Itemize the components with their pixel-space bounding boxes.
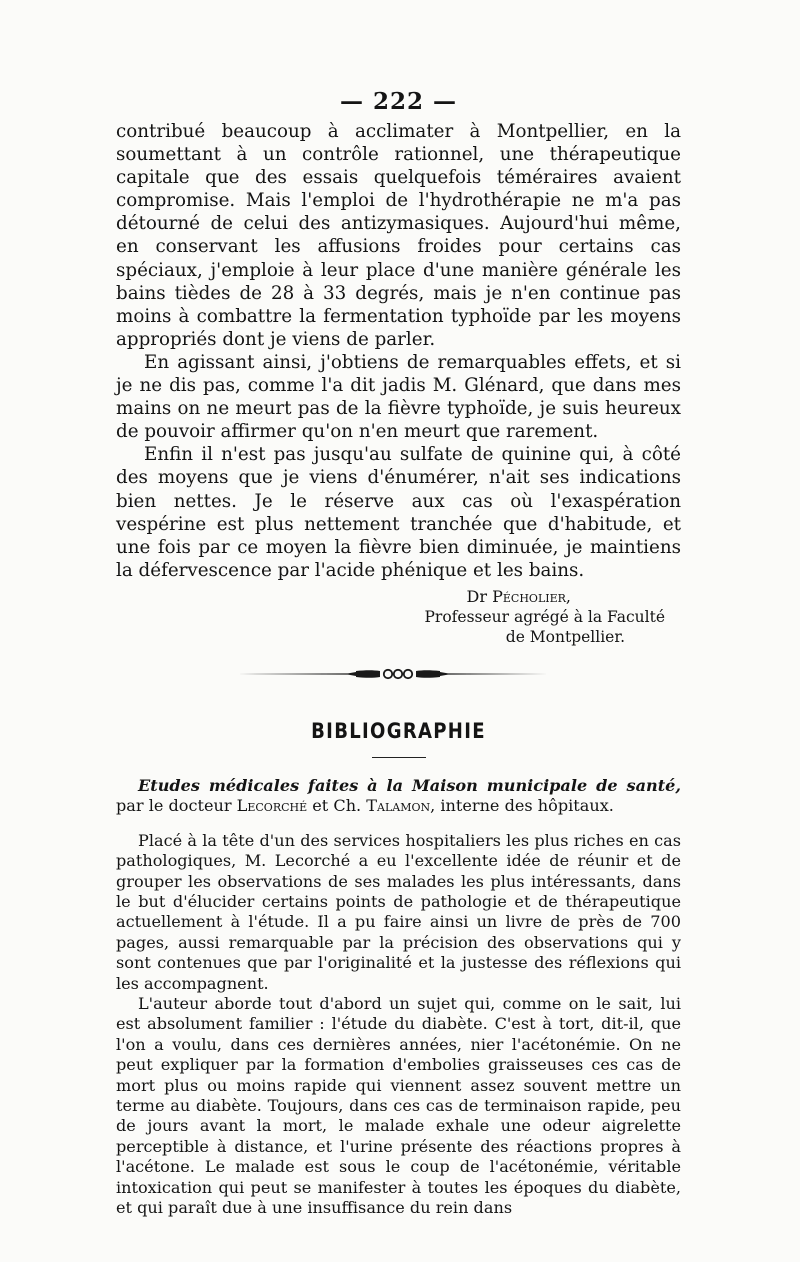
review-citation	[116, 776, 681, 817]
citation-by: par le docteur	[116, 796, 237, 816]
article-paragraph-3: Enfin il n'est pas jusqu'au sulfate de quinine qui, à côté des moyens que je viens d'énumérer, n'ait ses indications bien nettes. Je le réserve aux cas où l'exaspération vespérine est plus nettement tranchée que d'habitude, et une fois par ce moyen la fièvre bien diminuée, je maintiens la défervescence par l'acide phénique et les bains.	[116, 444, 681, 581]
bibliography-heading: BIBLIOGRAPHIE	[311, 718, 486, 743]
citation-author-2: Talamon	[366, 796, 431, 816]
article-paragraph-1: contribué beaucoup à acclimater à Montpellier, en la soumettant à un contrôle rationnel, une thérapeutique capitale que des essais quelquefois téméraires avaient compromise. Mais l'emploi de l'hydrothérapie ne m'a pas détourné de celui des antizymasiques. Aujourd'hui même, en conservant les affusions froides pour certains cas spéciaux, j'emploie à leur place d'une manière générale les bains tièdes de 28 à 33 degrés, mais je n'en continue pas moins à combattre la fermentation typhoïde par les moyens appropriés dont je viens de parler.	[116, 121, 681, 350]
document-page	[116, 84, 681, 1218]
citation-rest: , interne des hôpitaux.	[430, 796, 614, 816]
citation-and: et Ch.	[307, 796, 367, 816]
citation-author-1: Lecorché	[236, 796, 308, 816]
review-paragraph-2: L'auteur aborde tout d'abord un sujet qui, comme on le sait, lui est absolument familier : l'étude du diabète. C'est à tort, dit-il, que l'on a voulu, dans ces dernières années, nier l'acétonémie. On ne peut expliquer par la formation d'embolies graisseuses ces cas de mort plus ou moins rapide qui viennent assez souvent mettre un terme au diabète. Toujours, dans ces cas de terminaison rapide, peu de jours avant la mort, le malade exhale une odeur aigrelette perceptible à distance, et l'urine présente des réactions propres à l'acétone. Le malade est sous le coup de l'acétonémie, véritable intoxication qui peut se manifester à toutes les époques du diabète, et qui paraît due à une insuffisance du rein dans	[116, 993, 681, 1217]
divider-ornament-icon	[238, 667, 548, 681]
bibliography-review	[116, 776, 681, 1219]
author-signature	[116, 587, 681, 647]
signature-place: de Montpellier.	[505, 627, 625, 646]
signature-title: Professeur agrégé à la Faculté	[424, 607, 665, 626]
section-divider-ornament	[116, 667, 681, 681]
signature-name	[116, 587, 675, 607]
article-paragraph-2: En agissant ainsi, j'obtiens de remarquables effets, et si je ne dis pas, comme l'a dit jadis M. Glénard, que dans mes mains on ne meurt pas de la fièvre typhoïde, je suis heureux de pouvoir affirmer qu'on n'en meurt que rarement.	[116, 351, 681, 443]
signature-surname: Pécholier,	[492, 586, 571, 606]
heading-underline	[372, 757, 426, 758]
page-number: — 222 —	[339, 88, 458, 115]
article-body	[116, 120, 681, 582]
citation-work-title: Etudes médicales faites à la Maison municipale de santé,	[138, 775, 681, 795]
signature-name-prefix: Dr	[466, 586, 488, 606]
review-paragraph-1: Placé à la tête d'un des services hospitaliers les plus riches en cas pathologiques, M. Lecorché a eu l'excellente idée de réunir et de grouper les observations de ses malades les plus intéressants, dans le but d'élucider certains points de pathologie et de thérapeutique actuellement à l'étude. Il a pu faire ainsi un livre de près de 700 pages, aussi remarquable par la précision des observations qui y sont contenues que par l'originalité et la justesse des réflexions qui les accompagnent.	[116, 830, 681, 993]
